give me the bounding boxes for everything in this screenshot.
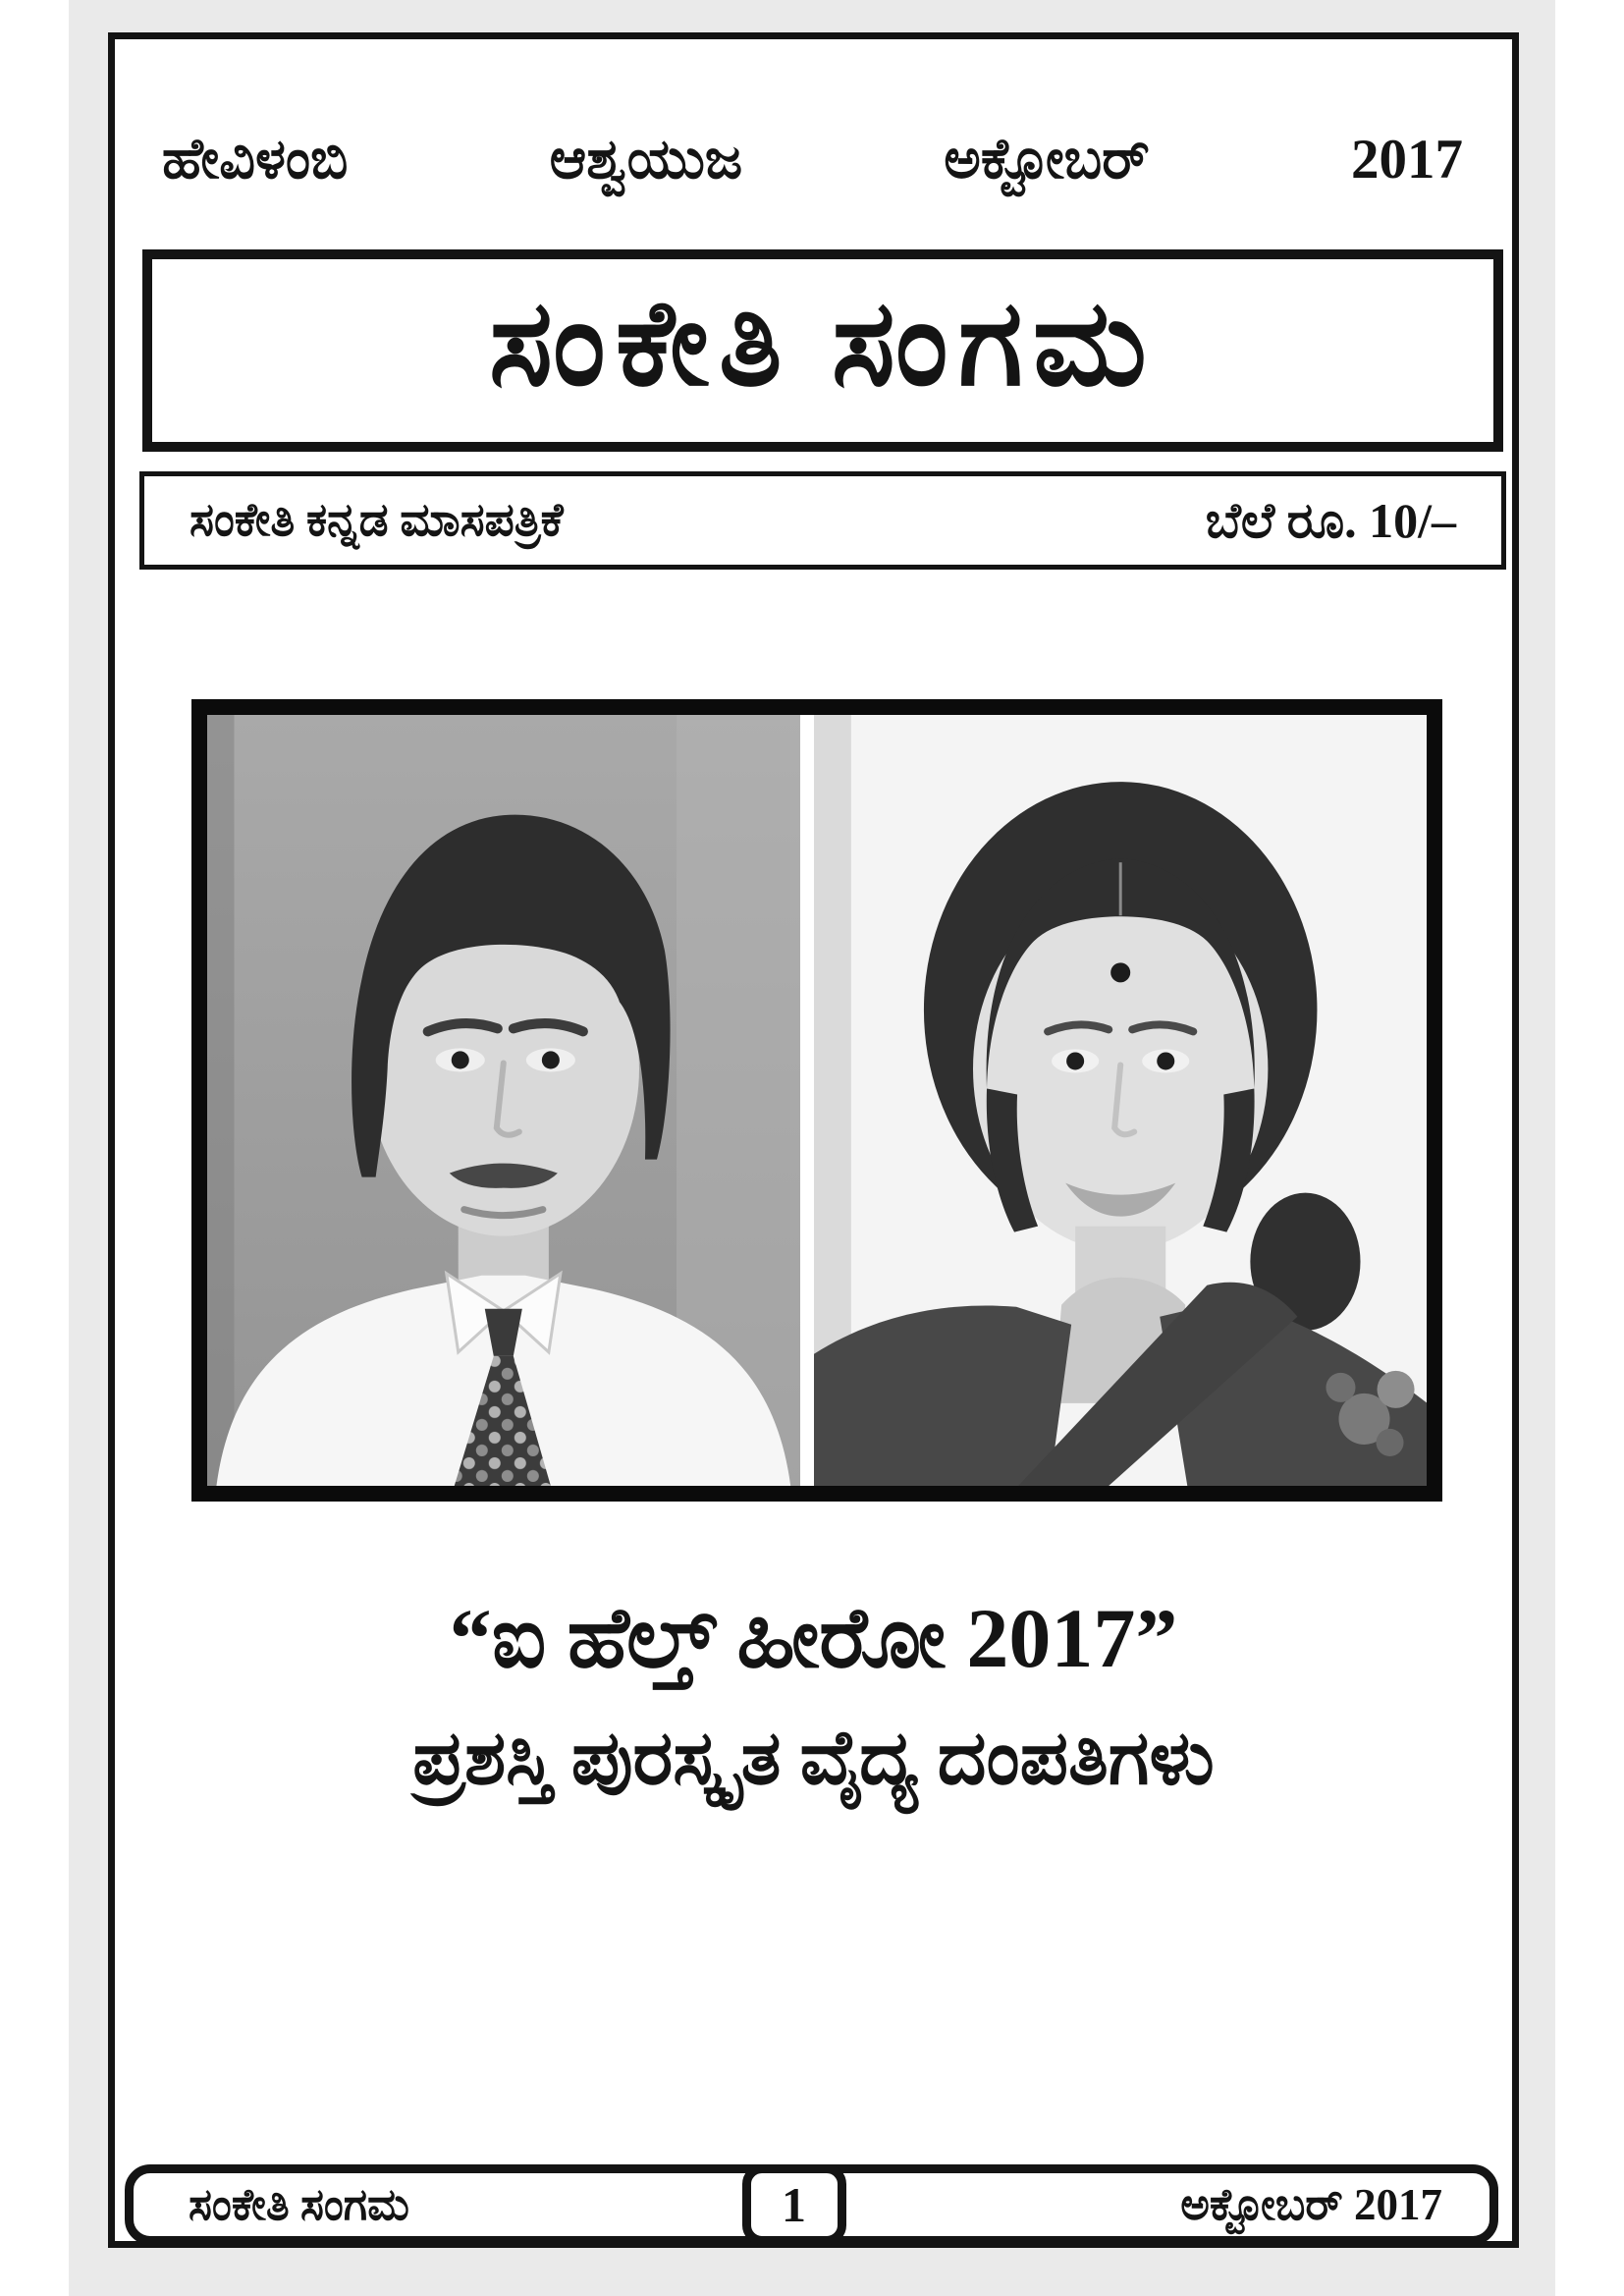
magazine-title-box (142, 249, 1503, 452)
cover-photo-frame (191, 699, 1442, 1502)
masthead-year: 2017 (1350, 129, 1463, 191)
masthead-samvatsara: ಹೇವಿಳಂಬಿ (162, 129, 349, 191)
cover-border-frame (108, 32, 1519, 2248)
photo-female-doctor (814, 715, 1427, 1486)
woman-portrait-illustration (814, 715, 1427, 1486)
masthead-masa: ಆಶ್ವಯುಜ (549, 129, 743, 191)
tagline-bar (139, 471, 1506, 570)
photo-divider (800, 715, 814, 1486)
magazine-title: ಸಂಕೇತಿ ಸಂಗಮ (489, 278, 1157, 410)
award-caption-line2: ಪ್ರಶಸ್ತಿ ಪುರಸ್ಕೃತ ವೈದ್ಯ ದಂಪತಿಗಳು (412, 1716, 1215, 1800)
page-number-value: 1 (782, 2177, 806, 2232)
footer-bar (125, 2164, 1498, 2245)
photo-male-doctor (207, 715, 800, 1486)
price-label: ಬೆಲೆ ರೂ. 10/– (1205, 492, 1456, 548)
masthead-date-row (162, 128, 1463, 192)
footer-month-year: ಅಕ್ಟೋಬರ್ 2017 (1180, 2179, 1442, 2229)
man-portrait-illustration (207, 715, 800, 1486)
masthead-month: ಅಕ್ಟೋಬರ್ (944, 129, 1150, 191)
footer-magazine-name: ಸಂಕೇತಿ ಸಂಗಮ (189, 2179, 409, 2229)
footer-page-number (742, 2164, 846, 2245)
magazine-tagline: ಸಂಕೇತಿ ಕನ್ನಡ ಮಾಸಪತ್ರಿಕೆ (189, 494, 564, 546)
award-caption-line1: “ಐ ಹೆಲ್ತ್ ಹೀರೋ 2017” (449, 1591, 1178, 1685)
